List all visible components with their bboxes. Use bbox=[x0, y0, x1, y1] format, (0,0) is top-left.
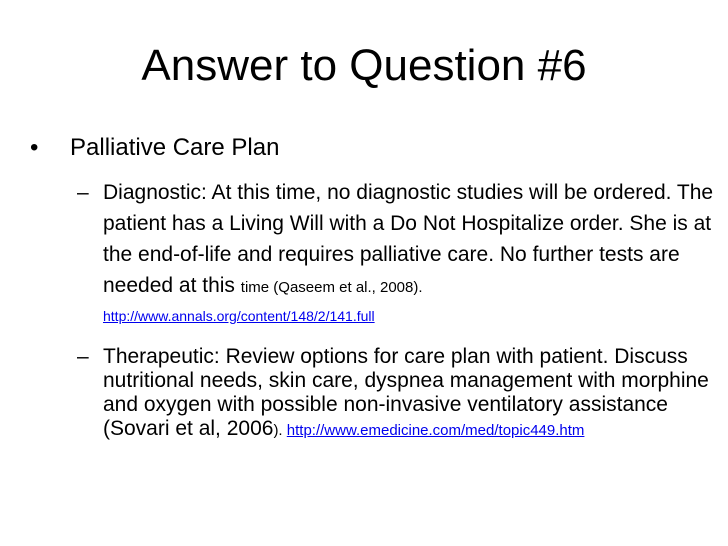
diagnostic-link[interactable]: http://www.annals.org/content/148/2/141.full bbox=[103, 308, 375, 324]
bullet-text: Palliative Care Plan bbox=[70, 134, 280, 161]
bullet-mark: • bbox=[30, 134, 39, 161]
diagnostic-citation: time (Qaseem et al., 2008). bbox=[240, 279, 423, 296]
sub-bullet-therapeutic bbox=[77, 345, 717, 443]
therapeutic-citation: ). bbox=[273, 422, 287, 439]
therapeutic-text: Therapeutic: Review options for care plan with patient. Discuss nutritional needs, skin care, dyspnea management with morphine and oxygen with possible non-invasive ventilatory assistance (Sovari et al, 2006 bbox=[103, 345, 709, 440]
slide-title: Answer to Question #6 bbox=[141, 41, 587, 90]
sub-bullet-diagnostic bbox=[77, 177, 717, 327]
therapeutic-link[interactable]: http://www.emedicine.com/med/topic449.htm bbox=[286, 422, 585, 439]
diagnostic-body bbox=[103, 177, 717, 327]
dash-mark: – bbox=[77, 345, 89, 368]
therapeutic-body bbox=[103, 345, 717, 443]
diagnostic-text: Diagnostic: At this time, no diagnostic studies will be ordered. The patient has a Living Will with a Do Not Hospitalize order. She is at the end-of-life and requires palliative care. No further tests are needed at this bbox=[103, 181, 714, 297]
bullet-palliative-care-plan bbox=[30, 133, 279, 163]
dash-mark: – bbox=[77, 181, 89, 204]
